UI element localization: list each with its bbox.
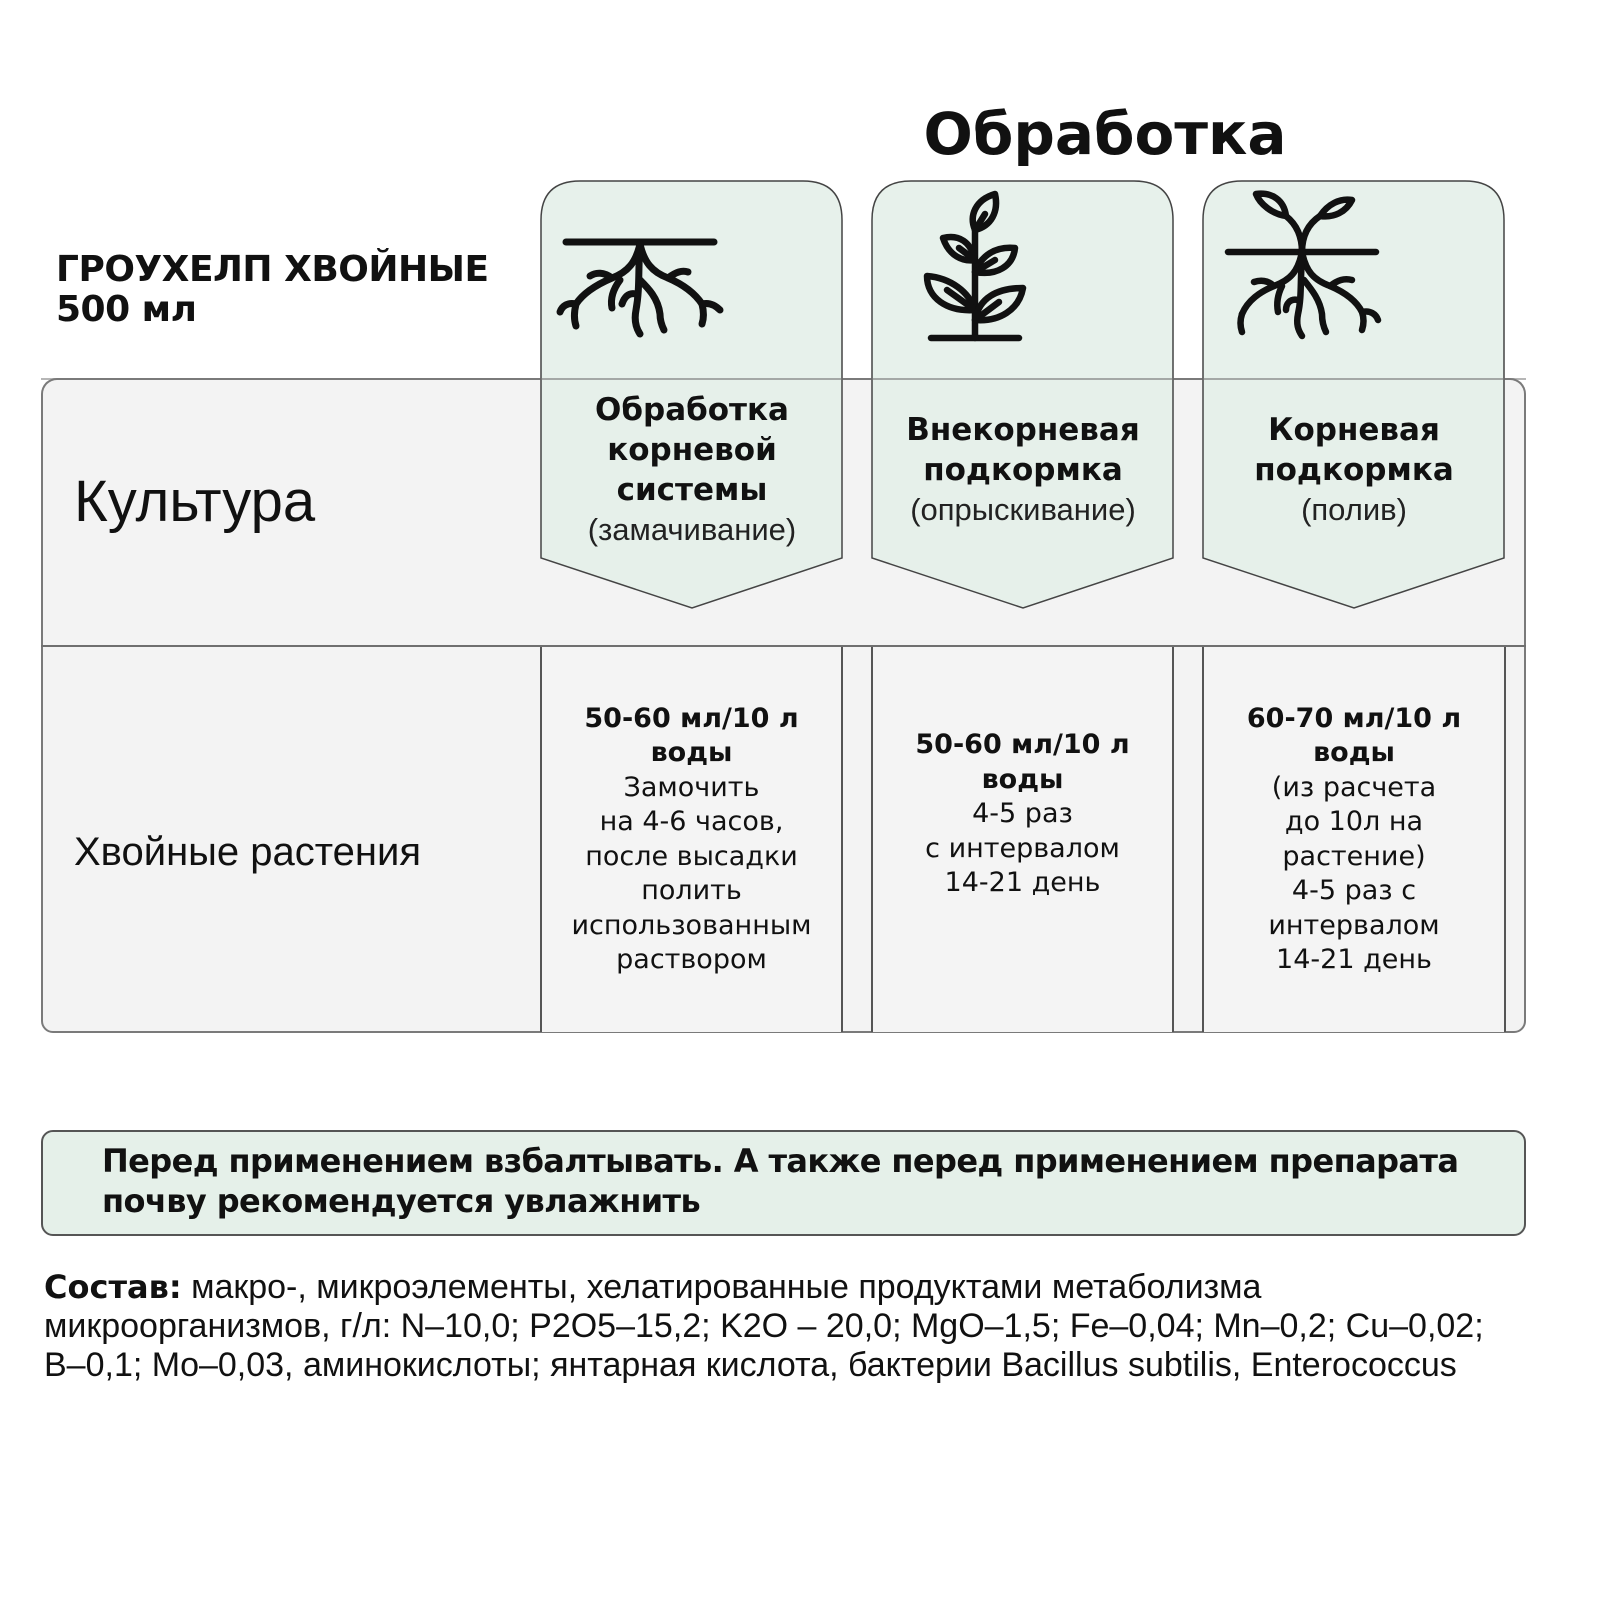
dose-line: 50-60 мл/10 л	[915, 729, 1130, 761]
root-system-icon	[540, 180, 740, 360]
note-line: Перед применением взбалтывать. А также перед применением препарата	[102, 1142, 1459, 1180]
column-header-root-feeding	[1202, 180, 1506, 610]
dose-line: 50-60 мл/10 л	[584, 702, 799, 734]
instruction-line: после высадки	[585, 840, 798, 872]
column-subtitle: (опрыскивание)	[910, 492, 1136, 527]
note-line: почву рекомендуется увлажнить	[102, 1182, 701, 1220]
column-header-foliar-feeding	[871, 180, 1175, 610]
note-text	[102, 1141, 1502, 1221]
column-title	[871, 410, 1175, 530]
instruction-line: 4-5 раз	[972, 798, 1073, 830]
header-top-line	[41, 378, 1526, 380]
dose-line: воды	[650, 737, 733, 768]
instruction-line: с интервалом	[925, 832, 1120, 864]
row-culture-label: Хвойные растения	[74, 830, 421, 874]
column-header-root-treatment	[540, 180, 844, 610]
instruction-line: 14-21 день	[1276, 944, 1432, 975]
table-cell-root-feeding	[1202, 647, 1506, 1032]
instruction-line: использованным	[571, 909, 812, 941]
product-volume: 500 мл	[56, 289, 197, 330]
page-title: Обработка	[923, 100, 1287, 168]
instruction-line: Замочить	[623, 771, 760, 803]
instruction-line: полить	[641, 875, 742, 906]
composition-text: макро-, микроэлементы, хелатированные продуктами метаболизма микроорганизмов, г/л: N–10,0; P2O5–15,2; K2O – 20,0; MgO–1,5; Fe–0,04; Mn–0,2; Cu–0,02; B–0,1; Mo–0,03, аминокислоты; янтарная кислота, бактерии Bacillus subtilis, Enterococcus	[44, 1268, 1484, 1384]
table-cell-foliar-feeding	[871, 647, 1174, 1032]
cell-content	[565, 702, 817, 978]
column-title-line: системы	[616, 472, 768, 508]
instruction-line: до 10л на	[1284, 806, 1424, 837]
instruction-line: растение)	[1282, 840, 1426, 872]
instruction-line: 4-5 раз с	[1291, 875, 1417, 906]
column-subtitle: (полив)	[1301, 492, 1407, 527]
culture-column-header: Культура	[74, 469, 316, 534]
instruction-line: (из расчета	[1271, 771, 1437, 803]
column-title-line: корневой	[607, 432, 777, 468]
product-name	[56, 250, 536, 330]
dose-line: воды	[1313, 737, 1395, 768]
product-name-line: ГРОУХЕЛП ХВОЙНЫЕ	[56, 249, 489, 290]
column-title-line: подкормка	[923, 452, 1123, 488]
column-title-line: Внекорневая	[906, 412, 1140, 448]
sprout-plant-icon	[871, 180, 1071, 360]
column-title	[1202, 410, 1506, 530]
instruction-line: на 4-6 часов,	[599, 806, 784, 837]
table-divider	[41, 645, 1526, 647]
column-title-line: подкормка	[1254, 452, 1454, 488]
dose-line: воды	[981, 763, 1064, 795]
column-title-line: Корневая	[1268, 412, 1440, 448]
composition	[44, 1268, 1534, 1385]
seedling-with-roots-icon	[1202, 180, 1402, 360]
cell-content	[909, 728, 1135, 901]
column-title-line: Обработка	[595, 392, 789, 428]
dose-line: 60-70 мл/10 л	[1246, 702, 1462, 734]
instruction-line: 14-21 день	[944, 867, 1101, 899]
composition-label: Состав:	[44, 1268, 182, 1306]
column-title	[540, 390, 844, 550]
column-subtitle: (замачивание)	[587, 512, 797, 547]
instruction-line: интервалом	[1268, 909, 1440, 941]
instruction-line: раствором	[616, 944, 767, 975]
table-cell-root-treatment	[540, 647, 843, 1032]
cell-content	[1241, 702, 1467, 978]
